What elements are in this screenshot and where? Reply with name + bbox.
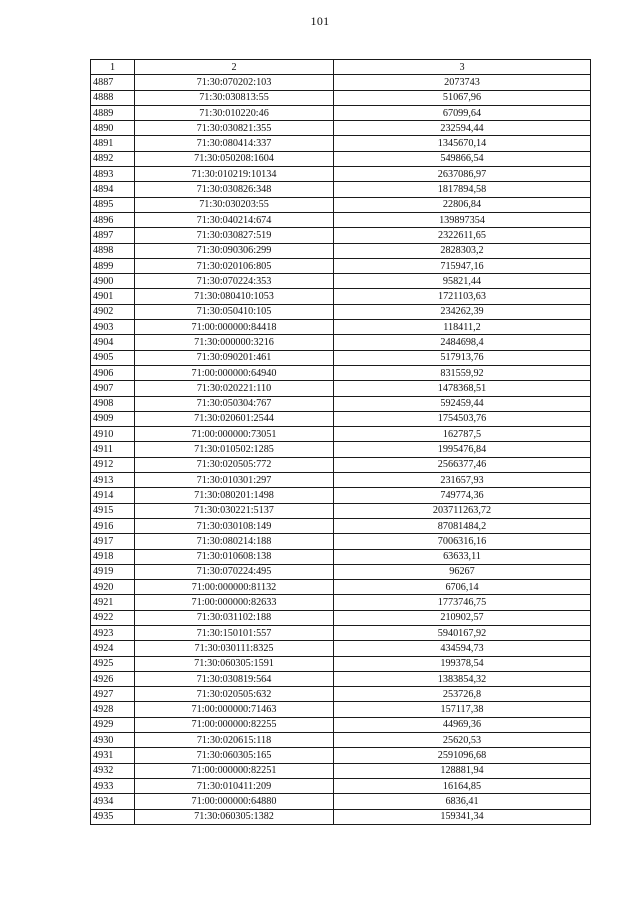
row-number-cell: 4928: [91, 702, 135, 717]
cadastral-number-cell: 71:00:000000:73051: [135, 427, 334, 442]
table-row: [91, 656, 591, 671]
value-cell: 63633,11: [334, 549, 591, 564]
row-number-cell: 4896: [91, 212, 135, 227]
row-number-cell: 4925: [91, 656, 135, 671]
row-number-cell: 4894: [91, 182, 135, 197]
row-number-cell: 4909: [91, 411, 135, 426]
cadastral-number-cell: 71:30:030821:355: [135, 121, 334, 136]
value-cell: 234262,39: [334, 304, 591, 319]
cadastral-number-cell: 71:30:080414:337: [135, 136, 334, 151]
cadastral-number-cell: 71:30:000000:3216: [135, 335, 334, 350]
row-number-cell: 4897: [91, 228, 135, 243]
cadastral-number-cell: 71:30:050410:105: [135, 304, 334, 319]
cadastral-number-cell: 71:30:070224:495: [135, 564, 334, 579]
value-cell: 1383854,32: [334, 671, 591, 686]
cadastral-number-cell: 71:30:020505:632: [135, 687, 334, 702]
row-number-cell: 4907: [91, 381, 135, 396]
cadastral-number-cell: 71:00:000000:64940: [135, 365, 334, 380]
row-number-cell: 4900: [91, 274, 135, 289]
cadastral-number-cell: 71:30:030108:149: [135, 518, 334, 533]
cadastral-number-cell: 71:30:010220:46: [135, 105, 334, 120]
cadastral-number-cell: 71:30:050304:767: [135, 396, 334, 411]
table-row: [91, 457, 591, 472]
value-cell: 25620,53: [334, 733, 591, 748]
table-row: [91, 243, 591, 258]
value-cell: 2591096,68: [334, 748, 591, 763]
table-row: [91, 136, 591, 151]
cadastral-number-cell: 71:30:080201:1498: [135, 488, 334, 503]
value-cell: 1478368,51: [334, 381, 591, 396]
cadastral-number-cell: 71:30:020505:772: [135, 457, 334, 472]
value-cell: 203711263,72: [334, 503, 591, 518]
table-row: [91, 580, 591, 595]
value-cell: 831559,92: [334, 365, 591, 380]
cadastral-number-cell: 71:00:000000:64880: [135, 794, 334, 809]
table-row: [91, 304, 591, 319]
value-cell: 517913,76: [334, 350, 591, 365]
cadastral-number-cell: 71:00:000000:82255: [135, 717, 334, 732]
table-row: [91, 442, 591, 457]
table-row: [91, 717, 591, 732]
row-number-cell: 4924: [91, 641, 135, 656]
cadastral-number-cell: 71:30:020615:118: [135, 733, 334, 748]
value-cell: 2484698,4: [334, 335, 591, 350]
value-cell: 6706,14: [334, 580, 591, 595]
table-row: [91, 396, 591, 411]
row-number-cell: 4920: [91, 580, 135, 595]
row-number-cell: 4930: [91, 733, 135, 748]
table-row: [91, 595, 591, 610]
value-cell: 118411,2: [334, 320, 591, 335]
cadastral-number-cell: 71:30:010608:138: [135, 549, 334, 564]
table-row: [91, 381, 591, 396]
row-number-cell: 4899: [91, 258, 135, 273]
row-number-cell: 4922: [91, 610, 135, 625]
table-row: [91, 610, 591, 625]
value-cell: 2322611,65: [334, 228, 591, 243]
table-row: [91, 778, 591, 793]
row-number-cell: 4934: [91, 794, 135, 809]
table-row: [91, 228, 591, 243]
cadastral-number-cell: 71:30:090201:461: [135, 350, 334, 365]
value-cell: 2828303,2: [334, 243, 591, 258]
row-number-cell: 4929: [91, 717, 135, 732]
cadastral-number-cell: 71:30:030826:348: [135, 182, 334, 197]
row-number-cell: 4906: [91, 365, 135, 380]
table-row: [91, 809, 591, 824]
value-cell: 22806,84: [334, 197, 591, 212]
table-row: [91, 105, 591, 120]
cadastral-number-cell: 71:30:040214:674: [135, 212, 334, 227]
cadastral-number-cell: 71:00:000000:82251: [135, 763, 334, 778]
row-number-cell: 4912: [91, 457, 135, 472]
value-cell: 232594,44: [334, 121, 591, 136]
cadastral-number-cell: 71:30:030221:5137: [135, 503, 334, 518]
row-number-cell: 4914: [91, 488, 135, 503]
cadastral-number-cell: 71:30:010219:10134: [135, 167, 334, 182]
value-cell: 5940167,92: [334, 625, 591, 640]
value-cell: 95821,44: [334, 274, 591, 289]
cadastral-number-cell: 71:30:020106:805: [135, 258, 334, 273]
cadastral-number-cell: 71:00:000000:81132: [135, 580, 334, 595]
table-row: [91, 503, 591, 518]
value-cell: 199378,54: [334, 656, 591, 671]
table-row: [91, 625, 591, 640]
row-number-cell: 4903: [91, 320, 135, 335]
row-number-cell: 4910: [91, 427, 135, 442]
cadastral-number-cell: 71:30:030203:55: [135, 197, 334, 212]
table-row: [91, 641, 591, 656]
value-cell: 253726,8: [334, 687, 591, 702]
row-number-cell: 4913: [91, 473, 135, 488]
row-number-cell: 4904: [91, 335, 135, 350]
cadastral-number-cell: 71:30:080410:1053: [135, 289, 334, 304]
header-row: [91, 60, 591, 75]
row-number-cell: 4918: [91, 549, 135, 564]
table-row: [91, 748, 591, 763]
value-cell: 434594,73: [334, 641, 591, 656]
value-cell: 139897354: [334, 212, 591, 227]
value-cell: 128881,94: [334, 763, 591, 778]
value-cell: 1995476,84: [334, 442, 591, 457]
table-row: [91, 488, 591, 503]
page-number: 101: [310, 14, 330, 28]
cadastral-number-cell: 71:30:060305:1382: [135, 809, 334, 824]
value-cell: 1721103,63: [334, 289, 591, 304]
row-number-cell: 4901: [91, 289, 135, 304]
table-row: [91, 687, 591, 702]
value-cell: 1817894,58: [334, 182, 591, 197]
table-row: [91, 167, 591, 182]
table-row: [91, 151, 591, 166]
table-body: [91, 75, 591, 825]
table-row: [91, 549, 591, 564]
table-row: [91, 182, 591, 197]
cadastral-number-cell: 71:30:060305:165: [135, 748, 334, 763]
table-row: [91, 702, 591, 717]
row-number-cell: 4919: [91, 564, 135, 579]
cadastral-number-cell: 71:30:030111:8325: [135, 641, 334, 656]
table-row: [91, 75, 591, 90]
cadastral-number-cell: 71:30:010411:209: [135, 778, 334, 793]
table-row: [91, 411, 591, 426]
row-number-cell: 4921: [91, 595, 135, 610]
registry-table: [90, 59, 591, 825]
row-number-cell: 4895: [91, 197, 135, 212]
table-row: [91, 733, 591, 748]
row-number-cell: 4892: [91, 151, 135, 166]
table-header: [91, 60, 591, 75]
column-header-2: 2: [135, 60, 334, 75]
cadastral-number-cell: 71:30:150101:557: [135, 625, 334, 640]
value-cell: 592459,44: [334, 396, 591, 411]
row-number-cell: 4911: [91, 442, 135, 457]
row-number-cell: 4915: [91, 503, 135, 518]
table-row: [91, 534, 591, 549]
value-cell: 67099,64: [334, 105, 591, 120]
row-number-cell: 4908: [91, 396, 135, 411]
row-number-cell: 4890: [91, 121, 135, 136]
cadastral-number-cell: 71:30:030813:55: [135, 90, 334, 105]
value-cell: 1773746,75: [334, 595, 591, 610]
cadastral-number-cell: 71:30:060305:1591: [135, 656, 334, 671]
cadastral-number-cell: 71:00:000000:71463: [135, 702, 334, 717]
row-number-cell: 4926: [91, 671, 135, 686]
cadastral-number-cell: 71:30:030827:519: [135, 228, 334, 243]
value-cell: 51067,96: [334, 90, 591, 105]
table-row: [91, 289, 591, 304]
cadastral-number-cell: 71:00:000000:84418: [135, 320, 334, 335]
row-number-cell: 4927: [91, 687, 135, 702]
row-number-cell: 4923: [91, 625, 135, 640]
table-row: [91, 794, 591, 809]
row-number-cell: 4916: [91, 518, 135, 533]
value-cell: 210902,57: [334, 610, 591, 625]
row-number-cell: 4917: [91, 534, 135, 549]
table-row: [91, 197, 591, 212]
value-cell: 96267: [334, 564, 591, 579]
value-cell: 715947,16: [334, 258, 591, 273]
table-row: [91, 671, 591, 686]
table-row: [91, 121, 591, 136]
value-cell: 231657,93: [334, 473, 591, 488]
table-row: [91, 763, 591, 778]
value-cell: 1345670,14: [334, 136, 591, 151]
value-cell: 2637086,97: [334, 167, 591, 182]
value-cell: 2073743: [334, 75, 591, 90]
row-number-cell: 4889: [91, 105, 135, 120]
cadastral-number-cell: 71:30:030819:564: [135, 671, 334, 686]
column-header-3: 3: [334, 60, 591, 75]
table-row: [91, 258, 591, 273]
value-cell: 157117,38: [334, 702, 591, 717]
row-number-cell: 4898: [91, 243, 135, 258]
row-number-cell: 4902: [91, 304, 135, 319]
cadastral-number-cell: 71:30:020221:110: [135, 381, 334, 396]
row-number-cell: 4905: [91, 350, 135, 365]
cadastral-number-cell: 71:30:020601:2544: [135, 411, 334, 426]
row-number-cell: 4932: [91, 763, 135, 778]
cadastral-number-cell: 71:30:080214:188: [135, 534, 334, 549]
row-number-cell: 4893: [91, 167, 135, 182]
cadastral-number-cell: 71:30:031102:188: [135, 610, 334, 625]
value-cell: 1754503,76: [334, 411, 591, 426]
value-cell: 6836,41: [334, 794, 591, 809]
cadastral-number-cell: 71:30:070202:103: [135, 75, 334, 90]
value-cell: 2566377,46: [334, 457, 591, 472]
table-row: [91, 274, 591, 289]
cadastral-number-cell: 71:30:010301:297: [135, 473, 334, 488]
row-number-cell: 4931: [91, 748, 135, 763]
table-row: [91, 350, 591, 365]
value-cell: 87081484,2: [334, 518, 591, 533]
table-row: [91, 212, 591, 227]
table-row: [91, 473, 591, 488]
cadastral-number-cell: 71:30:010502:1285: [135, 442, 334, 457]
value-cell: 749774,36: [334, 488, 591, 503]
row-number-cell: 4933: [91, 778, 135, 793]
value-cell: 7006316,16: [334, 534, 591, 549]
value-cell: 159341,34: [334, 809, 591, 824]
cadastral-number-cell: 71:30:070224:353: [135, 274, 334, 289]
value-cell: 162787,5: [334, 427, 591, 442]
column-header-1: 1: [91, 60, 135, 75]
table-row: [91, 427, 591, 442]
table-row: [91, 90, 591, 105]
cadastral-number-cell: 71:30:050208:1604: [135, 151, 334, 166]
value-cell: 44969,36: [334, 717, 591, 732]
table-row: [91, 320, 591, 335]
value-cell: 16164,85: [334, 778, 591, 793]
table-row: [91, 365, 591, 380]
cadastral-number-cell: 71:00:000000:82633: [135, 595, 334, 610]
row-number-cell: 4935: [91, 809, 135, 824]
cadastral-number-cell: 71:30:090306:299: [135, 243, 334, 258]
row-number-cell: 4887: [91, 75, 135, 90]
table-row: [91, 518, 591, 533]
row-number-cell: 4888: [91, 90, 135, 105]
table-row: [91, 564, 591, 579]
table-row: [91, 335, 591, 350]
value-cell: 549866,54: [334, 151, 591, 166]
row-number-cell: 4891: [91, 136, 135, 151]
